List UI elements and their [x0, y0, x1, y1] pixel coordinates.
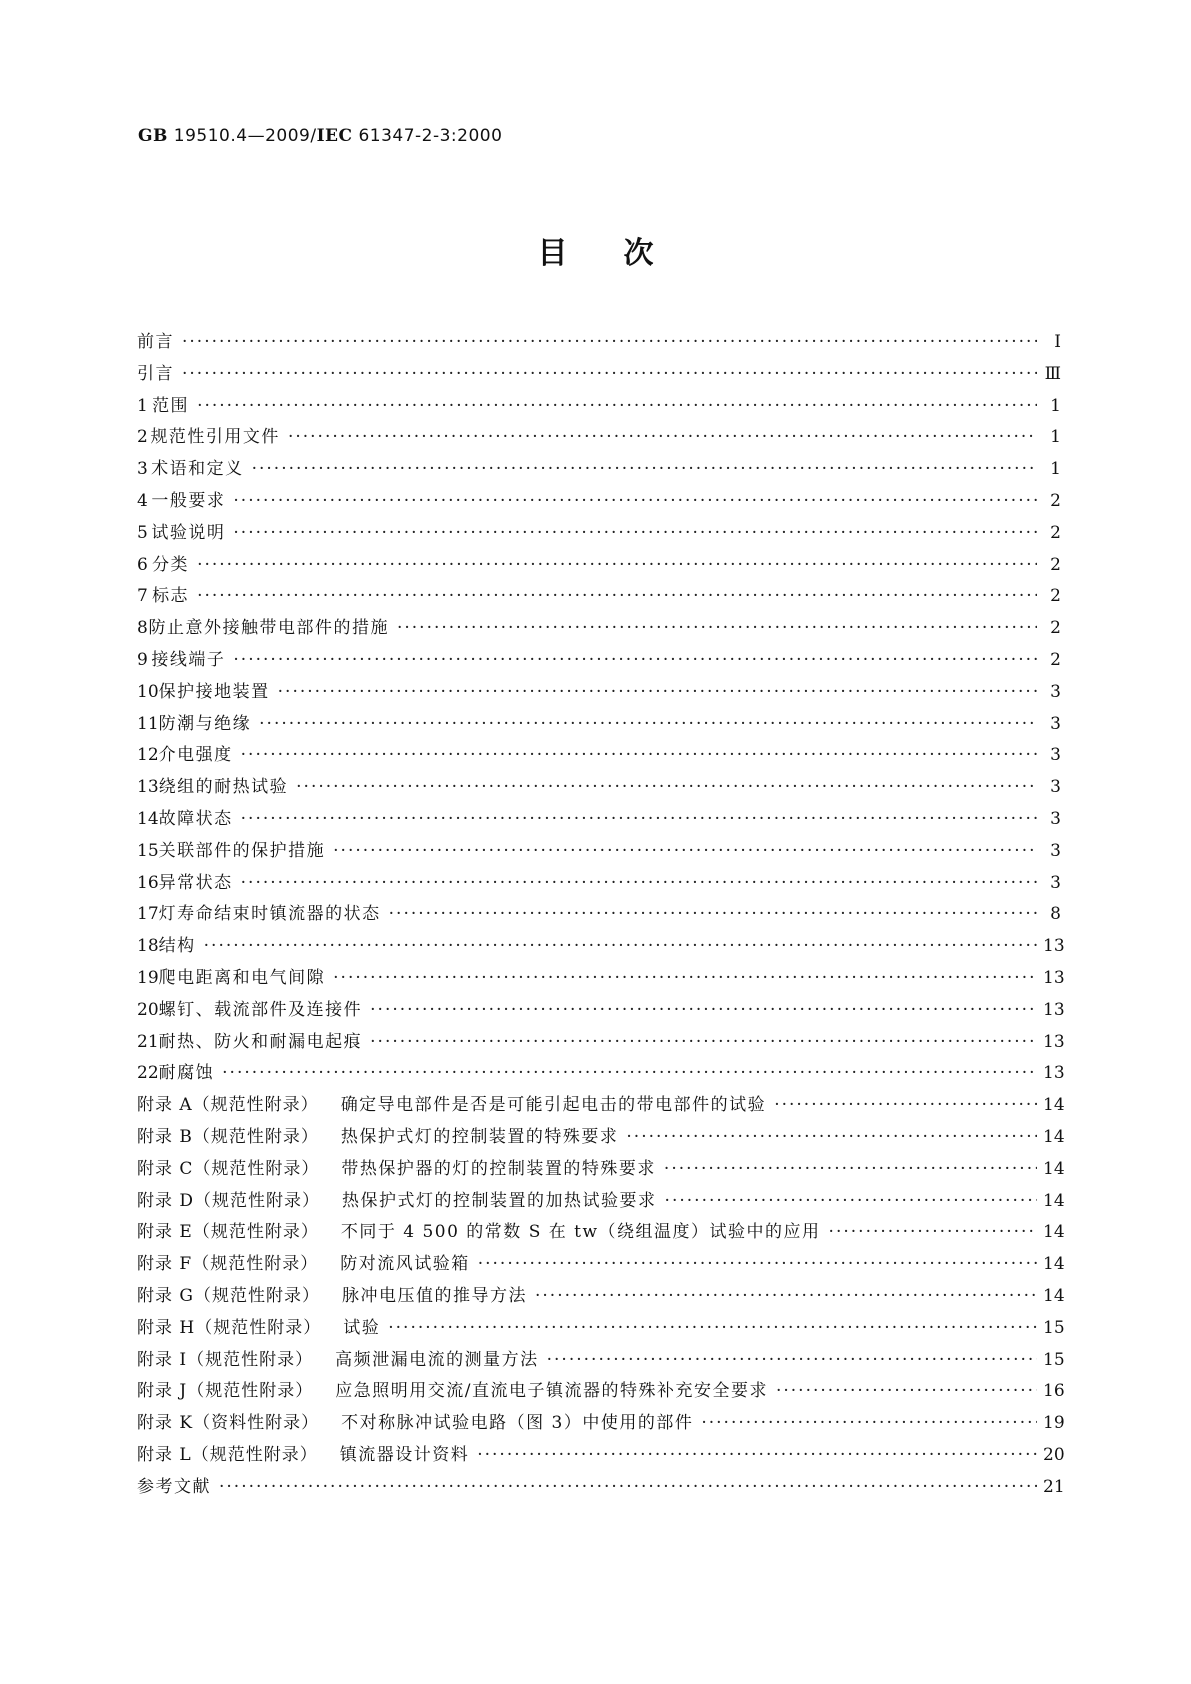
toc-entry-page: 8 [1050, 904, 1061, 925]
toc-entry-label: 试验说明 [151, 522, 226, 543]
toc-leader-dots [370, 1027, 1037, 1059]
toc-entry-label: 热保护式灯的控制装置的加热试验要求 [342, 1190, 657, 1211]
toc-entry-label: 前言 [137, 332, 174, 352]
toc-entry-page: 3 [1050, 840, 1061, 861]
toc-entry[interactable] [137, 1313, 1065, 1345]
toc-entry-number: 4 [137, 490, 148, 511]
toc-leader-dots [774, 1090, 1037, 1122]
toc-leader-dots [197, 550, 1037, 582]
toc-entry-label: 爬电距离和电气间隙 [158, 967, 326, 988]
toc-leader-dots [701, 1408, 1037, 1440]
toc-entry-number: 21 [137, 1031, 159, 1052]
toc-entry[interactable] [137, 1249, 1065, 1281]
toc-entry-page: 1 [1050, 427, 1061, 448]
toc-entry[interactable] [137, 1408, 1065, 1440]
toc-entry-label: 故障状态 [158, 808, 233, 829]
toc-entry-page: 2 [1050, 554, 1061, 575]
toc-entry-label: 规范性引用文件 [150, 427, 280, 448]
toc-leader-dots [665, 1186, 1037, 1218]
toc-leader-dots [370, 995, 1037, 1027]
toc-entry-page: 2 [1050, 618, 1061, 639]
toc-leader-dots [296, 772, 1037, 804]
toc-entry-number: 17 [137, 904, 159, 925]
toc-entry-page: 13 [1043, 967, 1065, 988]
toc-entry-label: 术语和定义 [151, 459, 244, 480]
toc-annex-tag: 附录 B（规范性附录） [137, 1126, 319, 1147]
toc-entry[interactable] [137, 836, 1061, 868]
toc-entry-label: 不对称脉冲试验电路（图 3）中使用的部件 [341, 1413, 694, 1434]
toc-entry[interactable] [137, 1122, 1065, 1154]
toc-entry[interactable] [137, 1090, 1065, 1122]
toc-entry-page: 2 [1050, 490, 1061, 511]
toc-leader-dots [664, 1154, 1037, 1186]
toc-entry-label: 高频泄漏电流的测量方法 [335, 1349, 539, 1370]
toc-annex-tag: 附录 C（规范性附录） [137, 1158, 320, 1179]
toc-entry[interactable] [137, 454, 1061, 486]
toc-entry[interactable] [137, 963, 1065, 995]
toc-entry-number: 9 [137, 649, 148, 670]
toc-annex-tag: 附录 D（规范性附录） [137, 1190, 321, 1211]
toc-leader-dots [397, 613, 1037, 645]
toc-entry[interactable] [137, 581, 1061, 613]
toc-leader-dots [233, 486, 1037, 518]
toc-entry-page: 3 [1050, 681, 1061, 702]
toc-entry-page: 1 [1050, 395, 1061, 416]
toc-entry-number: 13 [137, 777, 159, 798]
toc-entry-label: 试验 [343, 1317, 381, 1338]
toc-leader-dots [182, 327, 1037, 359]
toc-leader-dots [197, 581, 1037, 613]
toc-entry-label: 镇流器设计资料 [339, 1444, 470, 1465]
toc-entry-page: 13 [1043, 1063, 1065, 1084]
toc-leader-dots [776, 1376, 1037, 1408]
toc-entry-number: 12 [137, 745, 159, 766]
toc-leader-dots [626, 1122, 1037, 1154]
toc-leader-dots [389, 899, 1037, 931]
toc-entry-label: 保护接地装置 [158, 681, 270, 702]
toc-leader-dots [333, 836, 1037, 868]
toc-leader-dots [535, 1281, 1037, 1313]
toc-leader-dots [829, 1217, 1037, 1249]
toc-entry-number: 19 [137, 967, 159, 988]
toc-entry[interactable] [137, 931, 1065, 963]
toc-entry[interactable] [137, 486, 1061, 518]
toc-entry-label: 介电强度 [158, 745, 233, 766]
toc-entry-page: Ⅲ [1044, 363, 1061, 384]
toc-entry-label: 灯寿命结束时镇流器的状态 [158, 904, 381, 925]
toc-leader-dots [204, 931, 1037, 963]
toc-entry-label: 确定导电部件是否是可能引起电击的带电部件的试验 [340, 1095, 767, 1116]
toc-entry-label: 接线端子 [151, 649, 226, 670]
toc-entry-page: 13 [1043, 936, 1065, 957]
toc-entry-page: 16 [1043, 1381, 1065, 1402]
toc-entry[interactable] [137, 772, 1061, 804]
toc-entry-label: 绕组的耐热试验 [158, 777, 289, 798]
toc-entry-page: 2 [1050, 586, 1061, 607]
toc-entry-label: 异常状态 [158, 872, 233, 893]
document-header [138, 126, 502, 146]
toc-entry[interactable] [137, 1345, 1065, 1377]
toc-annex-tag: 附录 J（规范性附录） [137, 1381, 314, 1402]
toc-entry-label: 应急照明用交流/直流电子镇流器的特殊补充安全要求 [335, 1381, 768, 1402]
toc-entry-label: 脉冲电压值的推导方法 [341, 1285, 527, 1306]
toc-entry-label: 参考文献 [137, 1476, 211, 1497]
toc-leader-dots [197, 391, 1037, 423]
toc-entry-number: 11 [137, 713, 159, 734]
toc-entry-page: 2 [1050, 649, 1061, 670]
toc-annex-tag: 附录 H（规范性附录） [137, 1317, 322, 1338]
toc-entry-page: 21 [1043, 1476, 1065, 1497]
toc-leader-dots [252, 454, 1037, 486]
toc-entry[interactable] [137, 709, 1061, 741]
toc-leader-dots [233, 645, 1037, 677]
toc-entry-number: 20 [137, 999, 159, 1020]
toc-entry[interactable] [137, 1217, 1065, 1249]
toc-entry-page: 3 [1050, 872, 1061, 893]
toc-entry-label: 带热保护器的灯的控制装置的特殊要求 [341, 1158, 656, 1179]
toc-entry-page: 19 [1043, 1413, 1065, 1434]
header-iec-code: 61347-2-3:2000 [358, 126, 503, 146]
toc-entry-number: 10 [137, 681, 159, 702]
toc-entry[interactable] [137, 1027, 1065, 1059]
header-code: 19510.4—2009/ [173, 126, 317, 146]
toc-entry-label: 关联部件的保护措施 [158, 840, 326, 861]
toc-entry-page: 14 [1043, 1254, 1065, 1275]
toc-leader-dots [278, 677, 1037, 709]
toc-entry[interactable] [137, 677, 1061, 709]
toc-entry-number: 5 [137, 522, 148, 543]
toc-leader-dots [288, 422, 1037, 454]
toc-leader-dots [222, 1058, 1037, 1090]
toc-annex-tag: 附录 G（规范性附录） [137, 1285, 320, 1306]
toc-leader-dots [219, 1472, 1037, 1504]
toc-entry[interactable] [137, 1281, 1065, 1313]
toc-entry[interactable] [137, 1376, 1065, 1408]
toc-entry[interactable] [137, 1186, 1065, 1218]
toc-leader-dots [233, 518, 1037, 550]
toc-entry-number: 14 [137, 808, 159, 829]
toc-leader-dots [478, 1249, 1037, 1281]
toc-leader-dots [477, 1440, 1037, 1472]
toc-entry-number: 6 [137, 554, 148, 575]
page-title: 目次 [537, 236, 710, 271]
header-iec: IEC [316, 126, 353, 146]
toc-entry-label: 耐腐蚀 [158, 1063, 215, 1084]
toc-leader-dots [547, 1345, 1037, 1377]
toc-entry-page: 3 [1050, 713, 1061, 734]
toc-entry-label: 防潮与绝缘 [158, 713, 252, 734]
toc-entry[interactable] [137, 995, 1065, 1027]
toc-entry-number: 8 [137, 618, 148, 639]
toc-entry-page: 15 [1043, 1317, 1065, 1338]
toc-entry-page: Ⅰ [1054, 332, 1061, 352]
toc-entry-page: 13 [1043, 1031, 1065, 1052]
toc-entry-page: 1 [1050, 459, 1061, 480]
table-of-contents [137, 327, 1065, 1503]
toc-entry-label: 热保护式灯的控制装置的特殊要求 [340, 1126, 619, 1147]
toc-entry-number: 7 [137, 586, 148, 607]
toc-entry-number: 18 [137, 936, 159, 957]
toc-annex-tag: 附录 A（规范性附录） [137, 1095, 319, 1116]
toc-entry-page: 3 [1050, 808, 1061, 829]
toc-annex-tag: 附录 K（资料性附录） [137, 1413, 320, 1434]
toc-entry[interactable] [137, 740, 1061, 772]
toc-entry[interactable] [137, 518, 1061, 550]
toc-entry[interactable] [137, 1440, 1065, 1472]
toc-entry-page: 14 [1043, 1190, 1065, 1211]
toc-annex-tag: 附录 E（规范性附录） [137, 1222, 319, 1243]
toc-entry-number: 15 [137, 840, 159, 861]
toc-entry-page: 13 [1043, 999, 1065, 1020]
toc-leader-dots [388, 1313, 1037, 1345]
toc-annex-tag: 附录 F（规范性附录） [137, 1254, 319, 1275]
toc-entry-page: 14 [1043, 1158, 1065, 1179]
toc-leader-dots [241, 868, 1037, 900]
toc-entry-label: 分类 [152, 554, 190, 575]
toc-entry-label: 一般要求 [151, 490, 226, 511]
toc-entry-number: 3 [137, 459, 148, 480]
toc-entry-number: 16 [137, 872, 159, 893]
toc-entry-page: 14 [1043, 1095, 1065, 1116]
toc-entry-label: 结构 [158, 936, 196, 957]
toc-entry-label: 不同于 4 500 的常数 S 在 tw（绕组温度）试验中的应用 [340, 1222, 821, 1243]
toc-annex-tag: 附录 L（规范性附录） [137, 1444, 318, 1465]
toc-entry-label: 引言 [137, 363, 174, 384]
toc-entry-number: 22 [137, 1063, 159, 1084]
toc-entry-label: 范围 [152, 395, 190, 416]
toc-entry-page: 14 [1043, 1285, 1065, 1306]
toc-entry-label: 耐热、防火和耐漏电起痕 [158, 1031, 363, 1052]
toc-entry-page: 2 [1050, 522, 1061, 543]
toc-entry-label: 螺钉、载流部件及连接件 [158, 999, 363, 1020]
toc-entry[interactable] [137, 645, 1061, 677]
toc-annex-tag: 附录 I（规范性附录） [137, 1349, 314, 1370]
toc-leader-dots [241, 804, 1037, 836]
toc-entry[interactable] [137, 868, 1061, 900]
toc-entry-label: 标志 [152, 586, 190, 607]
toc-leader-dots [259, 709, 1037, 741]
toc-entry[interactable] [137, 899, 1061, 931]
toc-entry[interactable] [137, 391, 1061, 423]
toc-entry[interactable] [137, 1154, 1065, 1186]
toc-leader-dots [333, 963, 1037, 995]
header-gb: GB [138, 126, 168, 146]
toc-entry-page: 14 [1043, 1222, 1065, 1243]
toc-entry[interactable] [137, 327, 1061, 359]
toc-leader-dots [241, 740, 1037, 772]
toc-entry-page: 20 [1043, 1444, 1065, 1465]
toc-leader-dots [182, 359, 1037, 391]
toc-entry[interactable] [137, 550, 1061, 582]
toc-entry[interactable] [137, 804, 1061, 836]
toc-entry-number: 1 [137, 395, 148, 416]
toc-entry-label: 防止意外接触带电部件的措施 [148, 618, 389, 639]
toc-entry[interactable] [137, 1058, 1065, 1090]
toc-entry-page: 14 [1043, 1126, 1065, 1147]
toc-entry[interactable] [137, 422, 1061, 454]
toc-entry[interactable] [137, 359, 1061, 391]
toc-entry-label: 防对流风试验箱 [340, 1254, 470, 1275]
toc-entry-number: 2 [137, 427, 148, 448]
toc-entry-page: 15 [1043, 1349, 1065, 1370]
toc-entry[interactable] [137, 1472, 1065, 1504]
toc-entry-page: 3 [1050, 777, 1061, 798]
toc-entry[interactable] [137, 613, 1061, 645]
toc-entry-page: 3 [1050, 745, 1061, 766]
